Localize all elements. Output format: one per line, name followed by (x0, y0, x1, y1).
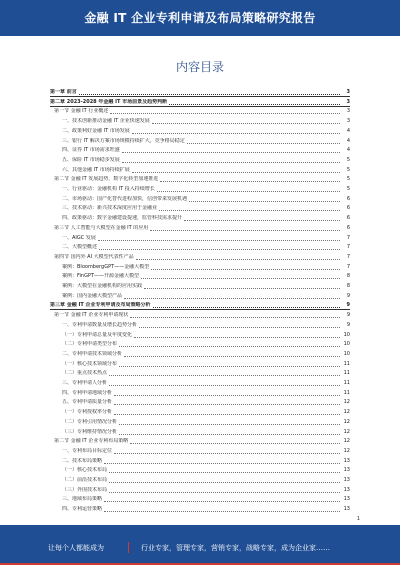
toc-entry-label: （一）专利授权率分析 (62, 409, 113, 416)
toc-entry-label: 一、AIGC 发展 (62, 234, 96, 241)
toc-leader-dots (136, 254, 340, 260)
toc-leader-dots (109, 370, 340, 376)
toc-entry[interactable] (50, 173, 350, 183)
toc-entry-label: （二）专利申请类型分布 (62, 341, 118, 348)
toc-leader-dots (122, 147, 340, 153)
toc-leader-dots (79, 89, 340, 95)
toc-entry-label: 二、技术布局策略 (62, 457, 103, 464)
toc-entry[interactable] (50, 280, 350, 290)
toc-entry[interactable] (50, 387, 350, 397)
toc-entry[interactable] (50, 135, 350, 145)
toc-entry-page: 12 (343, 438, 350, 445)
toc-leader-dots (130, 312, 340, 318)
toc-entry-label: （三）外围技术布局 (62, 486, 108, 493)
toc-entry-page: 7 (346, 234, 350, 241)
toc-leader-dots (169, 99, 340, 105)
toc-entry-page: 6 (346, 224, 350, 231)
toc-entry-page: 13 (343, 486, 350, 493)
toc-entry-label: 第一节 金融 IT 企业专利申请现状 (54, 312, 129, 319)
toc-entry[interactable] (50, 251, 350, 261)
toc-entry[interactable] (50, 474, 350, 484)
toc-entry-page: 8 (346, 283, 350, 289)
footer-tagline: 行业专家，管理专家，营销专家，战略专家，成为企业家…… (141, 544, 330, 552)
toc-leader-dots (104, 496, 340, 502)
toc-entry-page: 3 (346, 98, 350, 105)
toc-entry-label: 第一节 金融 IT 行业概述 (54, 108, 109, 115)
toc-entry-label: 第二章 2023-2028 年金融 IT 市场前景及趋势判断 (50, 98, 168, 105)
toc-entry[interactable] (50, 445, 350, 455)
toc-entry-page: 13 (343, 477, 350, 483)
toc-entry-page: 5 (346, 176, 350, 183)
toc-entry-page: 5 (346, 166, 350, 173)
toc-entry-label: 三、地域布局策略 (62, 496, 103, 503)
toc-entry-page: 11 (343, 370, 350, 377)
toc-entry-label: 案例：大模型在金融机构的应用实践 (62, 283, 143, 289)
toc-entry[interactable] (50, 164, 350, 174)
toc-entry-page: 12 (343, 409, 350, 416)
toc-entry[interactable] (50, 125, 350, 135)
toc-entry[interactable] (50, 455, 350, 465)
toc-entry[interactable] (50, 319, 350, 329)
toc-leader-dots (189, 196, 340, 202)
toc-leader-dots (153, 302, 341, 308)
toc-leader-dots (141, 273, 340, 279)
toc-entry[interactable] (50, 299, 350, 309)
toc-entry-label: 二、市场驱动：国产化替代进程加快，信创带来发展机遇 (62, 195, 188, 202)
toc-entry-label: 四、专利申请地域分析 (62, 389, 113, 396)
toc-entry-label: 六、其他金融 IT 市场持续扩展 (62, 166, 130, 173)
toc-entry-page: 11 (343, 360, 350, 367)
toc-leader-dots (139, 322, 340, 328)
toc-leader-dots (119, 341, 340, 347)
toc-leader-dots (109, 477, 340, 483)
toc-entry-page: 12 (343, 418, 350, 425)
toc-entry[interactable] (50, 202, 350, 212)
toc-entry[interactable] (50, 96, 350, 106)
toc-entry-page: 9 (346, 321, 350, 328)
toc-leader-dots (134, 332, 340, 338)
toc-leader-dots (99, 244, 340, 250)
toc-entry-label: 案例：FinGPT——开源金融大模型 (62, 273, 140, 280)
toc-entry-label: 一、技术创新推动金融 IT 企业快速发展 (62, 118, 150, 125)
toc-entry-label: （二）重点技术热点 (62, 370, 108, 377)
toc-entry-page: 4 (346, 147, 350, 154)
toc-entry-label: 四、证券 IT 市场需求旺盛 (62, 147, 120, 154)
page-number: 1 (356, 516, 360, 522)
toc-entry-label: 案例：BloombergGPT——金融大模型 (62, 263, 150, 270)
toc-entry-label: 案例：国内金融大模型产品 (62, 292, 123, 299)
toc-entry-label: 三、技术驱动：新兴技术深度应用于金融业 (62, 205, 158, 212)
toc-entry-page: 6 (346, 205, 350, 212)
toc-entry[interactable] (50, 367, 350, 377)
toc-entry-page: 13 (343, 467, 350, 474)
report-header (0, 0, 400, 36)
toc-leader-dots (152, 118, 340, 124)
toc-leader-dots (144, 283, 340, 289)
toc-entry[interactable] (50, 377, 350, 387)
toc-entry[interactable] (50, 503, 350, 513)
toc-entry[interactable] (50, 212, 350, 222)
toc-entry-page: 3 (346, 89, 350, 95)
toc-leader-dots (109, 380, 340, 386)
toc-entry[interactable] (50, 493, 350, 503)
toc-entry-label: 第二节 金融 IT 企业专利布局策略 (54, 438, 129, 445)
toc-leader-dots (98, 235, 340, 241)
toc-entry[interactable] (50, 435, 350, 445)
toc-entry-page: 10 (343, 341, 350, 348)
toc-entry-page: 13 (343, 496, 350, 503)
toc-entry-page: 5 (346, 186, 350, 192)
toc-entry[interactable] (50, 406, 350, 416)
toc-leader-dots (109, 467, 340, 473)
toc-entry-label: （一）核心技术布局 (62, 467, 108, 474)
toc-entry-label: 二、大模型概述 (62, 244, 98, 251)
toc-entry[interactable] (50, 261, 350, 271)
toc-entry-label: 第二节 金融 IT 发展趋势，数字化转型加速推进 (54, 176, 159, 183)
toc-entry[interactable] (50, 105, 350, 115)
toc-entry[interactable] (50, 290, 350, 300)
toc-entry-label: 一、行业驱动：金融机构 IT 投入持续增长 (62, 186, 155, 192)
toc-entry[interactable] (50, 270, 350, 280)
toc-entry[interactable] (50, 183, 350, 193)
toc-entry[interactable] (50, 154, 350, 164)
footer-banner (0, 525, 400, 565)
toc-entry-page: 13 (343, 457, 350, 464)
toc-entry-label: 五、专利申请质量分析 (62, 399, 113, 406)
toc-entry-page: 9 (346, 292, 350, 299)
toc-entry-page: 12 (343, 428, 350, 435)
toc-entry[interactable] (50, 241, 350, 251)
toc-leader-dots (114, 448, 340, 454)
toc-leader-dots (159, 205, 340, 211)
toc-leader-dots (119, 429, 340, 435)
toc-entry-label: 二、专利申请技术领域分析 (62, 350, 123, 357)
toc-heading: 内容目录 (175, 60, 224, 74)
toc-entry[interactable] (50, 144, 350, 154)
toc-entry-label: （一）核心技术领域分布 (62, 360, 118, 367)
toc-leader-dots (119, 361, 340, 367)
toc-entry-page: 6 (346, 215, 350, 222)
toc-leader-dots (122, 157, 340, 163)
toc-entry-label: 三、专利申请人分析 (62, 380, 108, 386)
toc-entry-page: 9 (346, 312, 350, 319)
toc-entry-page: 12 (343, 447, 350, 454)
toc-entry[interactable] (50, 348, 350, 358)
toc-entry-page: 7 (346, 253, 350, 260)
toc-leader-dots (114, 399, 340, 405)
toc-entry[interactable] (50, 464, 350, 474)
toc-leader-dots (110, 108, 340, 114)
toc-entry-page: 5 (346, 156, 350, 163)
toc-entry-page: 9 (346, 302, 350, 309)
toc-leader-dots (132, 128, 340, 134)
toc-entry-page: 8 (346, 273, 350, 280)
toc-entry-label: 一、专利申请数量及增长趋势分析 (62, 321, 138, 328)
toc-entry-label: 第三章 金融 IT 企业专利申请及布局策略分析 (50, 302, 151, 309)
toc-entry-page: 13 (343, 506, 350, 513)
table-of-contents (50, 86, 350, 516)
toc-leader-dots (104, 506, 340, 512)
toc-leader-dots (130, 438, 340, 444)
toc-entry-page: 4 (346, 137, 350, 144)
toc-entry-page: 11 (343, 380, 350, 386)
toc-entry[interactable] (50, 193, 350, 203)
toc-leader-dots (151, 264, 340, 270)
toc-entry-page: 3 (346, 118, 350, 125)
toc-leader-dots (187, 138, 340, 144)
footer-divider (128, 542, 129, 553)
toc-entry-label: 一、专利布局目标定位 (62, 447, 113, 454)
toc-entry[interactable] (50, 222, 350, 232)
toc-entry[interactable] (50, 484, 350, 494)
toc-entry-label: 二、政策利好金融 IT 市场发展 (62, 127, 130, 134)
report-title: 金融 IT 企业专利申请及布局策略研究报告 (84, 11, 316, 25)
toc-leader-dots (104, 458, 340, 464)
toc-entry-label: 四、政策驱动：数字金融建设提速，监管科技需求提升 (62, 215, 183, 222)
toc-entry[interactable] (50, 232, 350, 242)
toc-entry-page: 10 (343, 331, 350, 338)
toc-leader-dots (150, 225, 340, 231)
toc-leader-dots (119, 419, 340, 425)
toc-entry-page: 7 (346, 263, 350, 270)
toc-entry[interactable] (50, 115, 350, 125)
toc-entry[interactable] (50, 86, 350, 96)
toc-leader-dots (114, 390, 340, 396)
toc-leader-dots (160, 176, 340, 182)
toc-entry[interactable] (50, 396, 350, 406)
toc-leader-dots (124, 351, 340, 357)
toc-leader-dots (157, 186, 340, 192)
toc-entry[interactable] (50, 309, 350, 319)
toc-entry-page: 4 (346, 127, 350, 134)
toc-entry-label: 三、银行 IT 解决方案市场规模持续扩大，竞争格局稳定 (62, 137, 185, 144)
toc-leader-dots (109, 487, 340, 493)
toc-entry-label: （二）前沿技术布局 (62, 477, 108, 483)
toc-entry-label: （二）专利引用情况分析 (62, 418, 118, 425)
toc-entry-page: 12 (343, 399, 350, 406)
toc-entry-label: 第四节 国内外 AI 大模型代表性产品 (54, 253, 134, 260)
toc-entry-label: （一）专利申请总量及年度变化 (62, 331, 133, 338)
toc-entry-label: 第三节 人工智能与大模型在金融 IT 的应用 (54, 224, 149, 231)
toc-entry[interactable] (50, 329, 350, 339)
toc-entry-page: 7 (346, 244, 350, 251)
toc-entry-label: （三）专利维持情况分析 (62, 428, 118, 435)
toc-entry-label: 第一章 前言 (50, 89, 77, 95)
toc-entry[interactable] (50, 426, 350, 436)
toc-entry-label: 四、专利运营策略 (62, 506, 103, 513)
toc-entry-page: 10 (343, 350, 350, 357)
toc-leader-dots (124, 293, 340, 299)
toc-leader-dots (114, 409, 340, 415)
toc-entry-page: 11 (343, 389, 350, 396)
toc-entry[interactable] (50, 416, 350, 426)
toc-leader-dots (132, 167, 340, 173)
toc-entry[interactable] (50, 338, 350, 348)
toc-entry-page: 6 (346, 195, 350, 202)
toc-entry-label: 五、保险 IT 市场稳步发展 (62, 156, 120, 163)
toc-entry-page: 3 (346, 108, 350, 115)
footer-slogan: 让每个人都能成为 (48, 544, 104, 552)
toc-entry[interactable] (50, 358, 350, 368)
toc-leader-dots (184, 215, 340, 221)
